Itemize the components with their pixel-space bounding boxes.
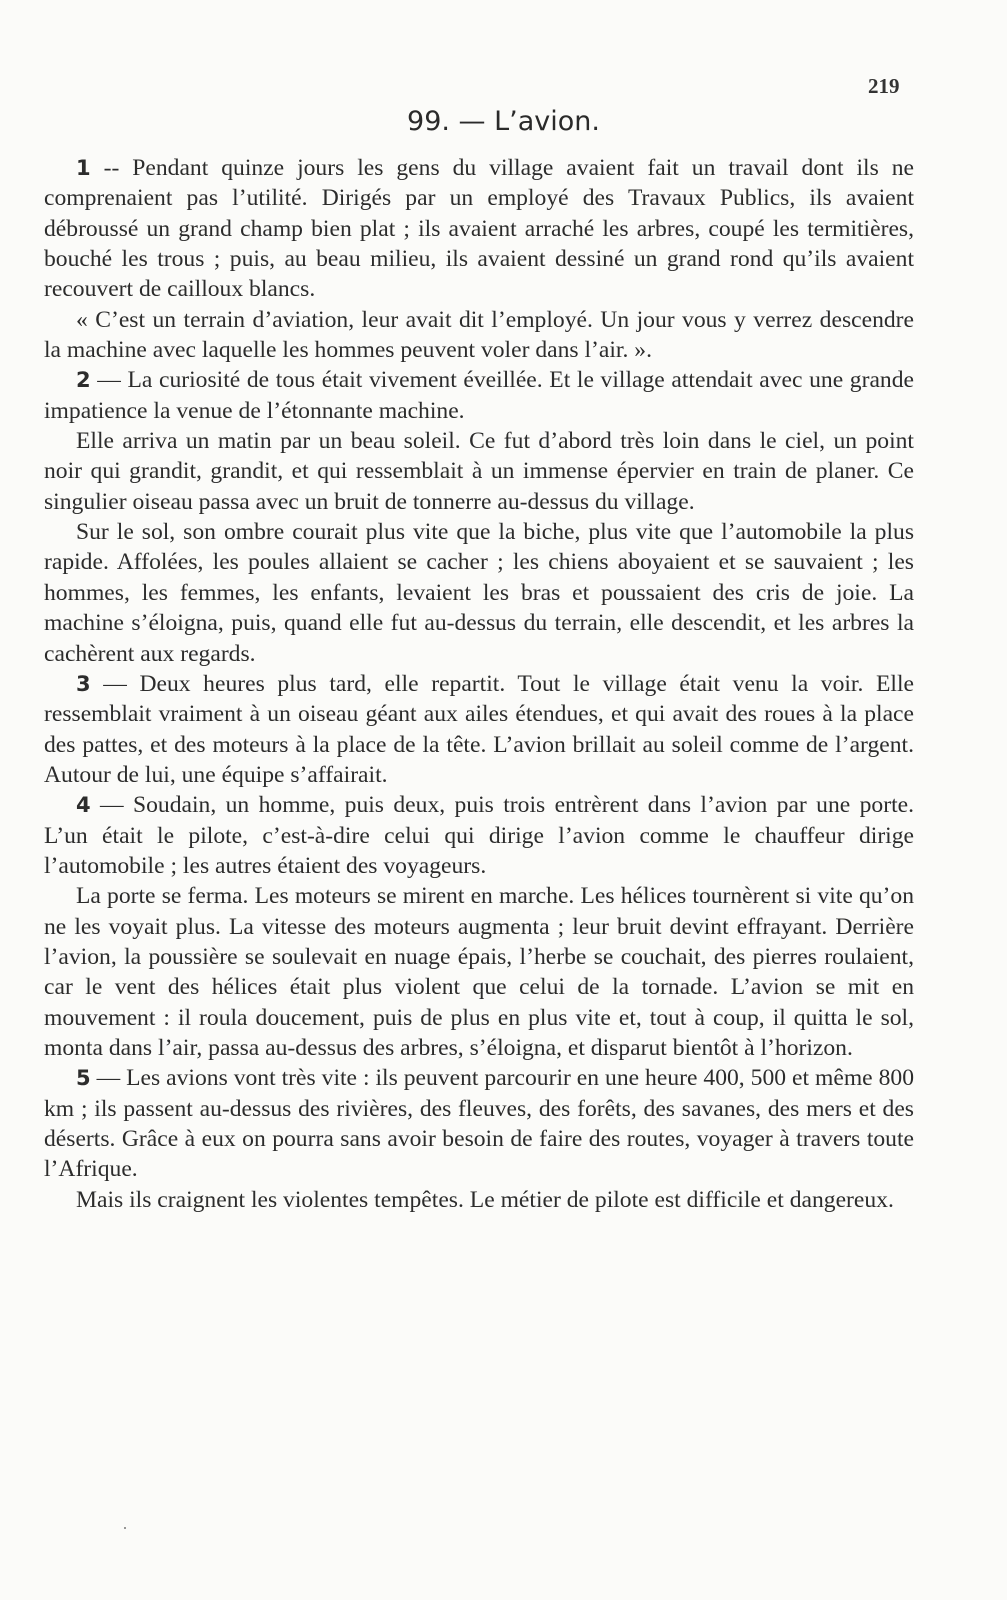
paragraph — [44, 517, 914, 669]
section-number: 2 — [76, 368, 91, 393]
paragraph-text: — Deux heures plus tard, elle repartit. Tout le village était venu la voir. Elle ressemblait vraiment à un oiseau géant aux ailes étendues, et qui avait des roues à la place des pattes, et des moteurs à la place de la tête. L’avion brillait au soleil comme de l’argent. Autour de lui, une équipe s’affairait. — [44, 670, 914, 788]
paragraph-text: — La curiosité de tous était vivement éveillée. Et le village attendait avec une grande impatience la venue de l’étonnante machine. — [44, 367, 914, 424]
paragraph — [44, 1185, 914, 1215]
paragraph — [44, 365, 914, 426]
paragraph-text: La porte se ferma. Les moteurs se mirent en marche. Les hélices tournèrent si vite qu’on ne les voyait plus. La vitesse des moteurs augmenta ; leur bruit devint effrayant. Derrière l’avion, la poussière se soulevait en nuage épais, l’herbe se couchait, des pierres roulaient, car le vent des hélices était plus violent que celui de la tornade. L’avion se mit en mouvement : il roula doucement, puis de plus en plus vite et, tout à coup, il quitta le sol, monta dans l’air, passa au-dessus des arbres, s’éloigna, et disparut bientôt à l’horizon. — [44, 883, 914, 1061]
paragraph — [44, 426, 914, 517]
paragraph — [44, 153, 914, 305]
text-body — [44, 153, 914, 1215]
section-number: 3 — [76, 671, 91, 696]
paragraph-text: -- Pendant quinze jours les gens du village avaient fait un travail dont ils ne comprenaient pas l’utilité. Dirigés par un employé des Travaux Publics, ils avaient débroussé un grand champ bien plat ; ils avaient arraché les arbres, coupé les termitières, bouché les trous ; puis, au beau milieu, ils avaient dessiné un grand rond qu’ils avaient recouvert de cailloux blancs. — [44, 155, 914, 303]
paragraph — [44, 669, 914, 790]
paragraph — [44, 1063, 914, 1184]
paragraph — [44, 790, 914, 881]
paragraph — [44, 881, 914, 1063]
section-number: 1 — [76, 156, 91, 180]
section-number: 5 — [76, 1066, 91, 1091]
section-number: 4 — [76, 793, 91, 818]
page-number: 219 — [868, 74, 900, 98]
paragraph-text: Elle arriva un matin par un beau soleil. Ce fut d’abord très loin dans le ciel, un point noir qui grandit, grandit, et qui ressemblait à un immense épervier en train de planer. Ce singulier oiseau passa avec un bruit de tonnerre au-dessus du village. — [44, 428, 914, 515]
paragraph-text: « C’est un terrain d’aviation, leur avait dit l’employé. Un jour vous y verrez descendre la machine avec laquelle les hommes peuvent voler dans l’air. ». — [44, 306, 914, 364]
paragraph-text: Sur le sol, son ombre courait plus vite que la biche, plus vite que l’automobile la plus rapide. Affolées, les poules allaient se cacher ; les chiens aboyaient et se sauvaient ; les hommes, les femmes, les enfants, levaient les bras et poussaient des cris de joie. La machine s’éloigna, puis, quand elle fut au-dessus du terrain, elle descendit, et les arbres la cachèrent aux regards. — [44, 519, 914, 667]
chapter-title: 99. — L’avion. — [407, 106, 600, 137]
paragraph — [44, 305, 914, 366]
paragraph-text: — Soudain, un homme, puis deux, puis trois entrèrent dans l’avion par une porte. L’un était le pilote, c’est-à-dire celui qui dirige l’avion comme le chauffeur dirige l’automobile ; les autres étaient des voyageurs. — [44, 792, 914, 879]
paragraph-text: — Les avions vont très vite : ils peuvent parcourir en une heure 400, 500 et même 800 km ; ils passent au-dessus des rivières, des fleuves, des forêts, des savanes, des mers et des déserts. Grâce à eux on pourra sans avoir besoin de faire des routes, voyager à travers toute l’Afrique. — [44, 1065, 914, 1183]
ink-speck — [124, 1527, 126, 1529]
paragraph-text: Mais ils craignent les violentes tempêtes. Le métier de pilote est difficile et dangereux. — [76, 1186, 894, 1213]
